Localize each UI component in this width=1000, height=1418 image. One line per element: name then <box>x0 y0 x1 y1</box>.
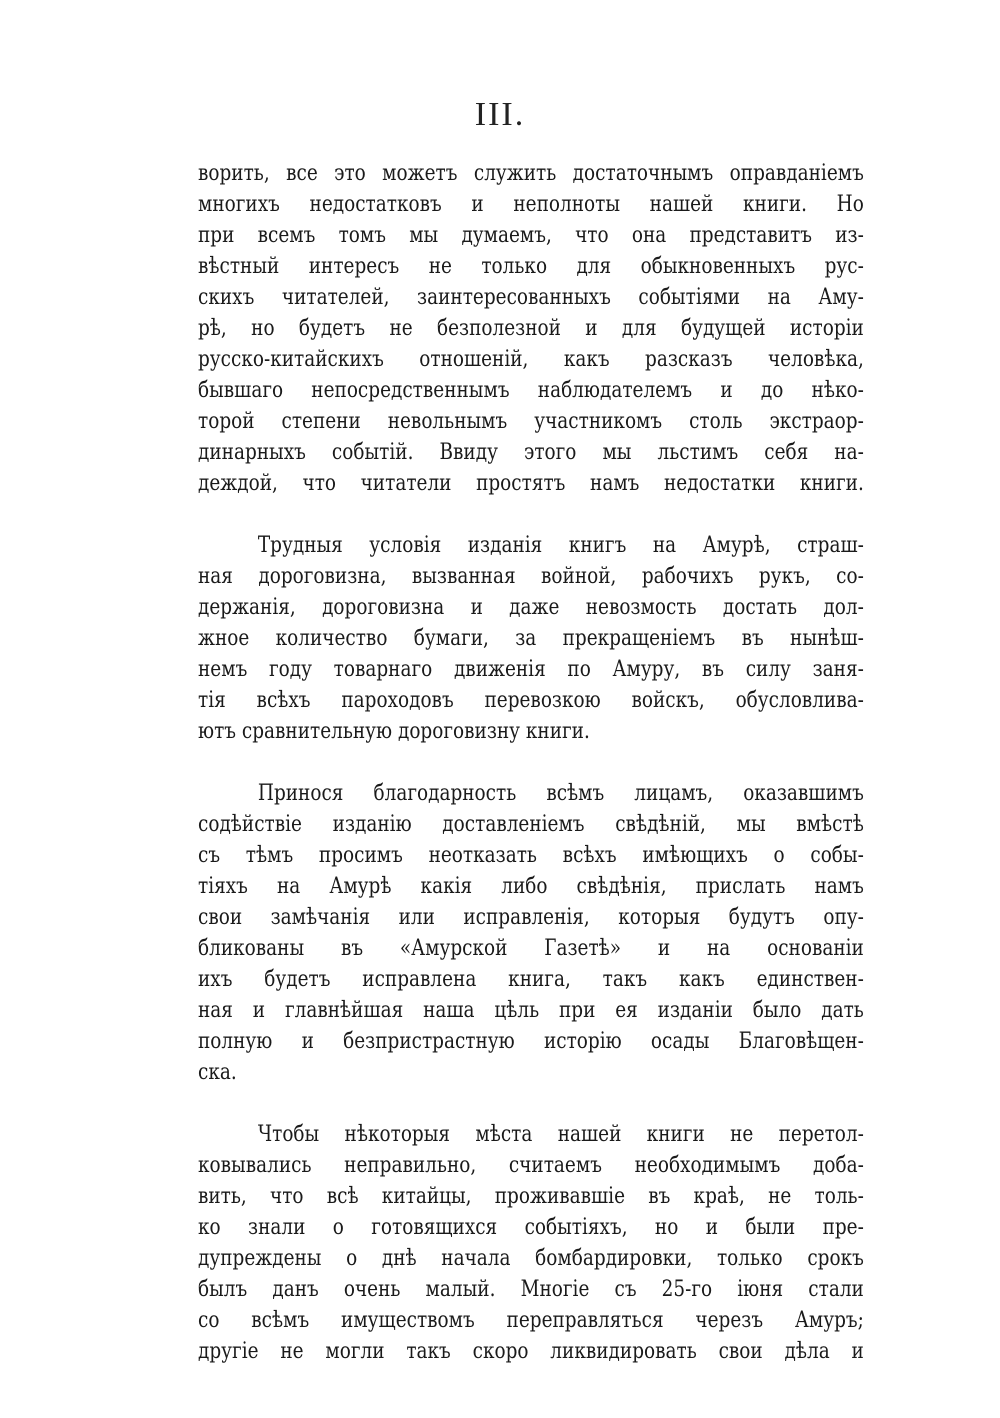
text-line: ковывались неправильно, считаемъ необходимымъ доба- <box>198 1152 864 1178</box>
text-line: ютъ сравнительную дороговизну книги. <box>198 718 590 744</box>
text-line: содѣйствіе изданію доставленіемъ свѣдѣній, мы вмѣстѣ <box>198 811 864 837</box>
text-line: держанія, дороговизна и даже невозмость достать дол- <box>198 594 864 620</box>
text-line: ная и главнѣйшая наша цѣль при ея изданіи было дать <box>198 997 864 1023</box>
text-line: ко знали о готовящихся событіяхъ, но и были пре- <box>198 1214 864 1240</box>
text-line: Принося благодарность всѣмъ лицамъ, оказавшимъ <box>257 780 864 806</box>
text-line: ихъ будетъ исправлена книга, такъ какъ единствен- <box>198 966 864 992</box>
text-line: вѣстный интересъ не только для обыкновенныхъ рус- <box>198 253 864 279</box>
text-line: русско-китайскихъ отношеній, какъ разсказъ человѣка, <box>198 346 864 372</box>
text-line: динарныхъ событій. Ввиду этого мы льстимъ себя на- <box>198 439 864 465</box>
text-line: Трудныя условія изданія книгъ на Амурѣ, страш- <box>257 532 864 558</box>
text-line: ска. <box>198 1059 237 1085</box>
text-line: другіе не могли такъ скоро ликвидировать свои дѣла и <box>198 1338 864 1364</box>
text-line: деждой, что читатели простятъ намъ недостатки книги. <box>198 470 864 496</box>
text-line: ворить, все это можетъ служить достаточнымъ оправданіемъ <box>198 160 864 186</box>
text-line: при всемъ томъ мы думаемъ, что она представитъ из- <box>198 222 864 248</box>
text-line: былъ данъ очень малый. Многіе съ 25-го іюня стали <box>198 1276 864 1302</box>
text-line: жное количество бумаги, за прекращеніемъ въ нынѣш- <box>198 625 864 651</box>
text-line: немъ году товарнаго движенія по Амуру, въ силу заня- <box>198 656 864 682</box>
text-line: многихъ недостатковъ и неполноты нашей книги. Но <box>198 191 864 217</box>
text-line: рѣ, но будетъ не безполезной и для будущей исторіи <box>198 315 864 341</box>
paragraph-1 <box>198 158 864 499</box>
text-line: торой степени невольнымъ участникомъ столь экстраор- <box>198 408 864 434</box>
text-line: тіяхъ на Амурѣ какія либо свѣдѣнія, прислать намъ <box>198 873 864 899</box>
text-line: бывшаго непосредственнымъ наблюдателемъ и до нѣко- <box>198 377 864 403</box>
text-line: со всѣмъ имуществомъ переправляться черезъ Амуръ; <box>198 1307 864 1333</box>
text-line: свои замѣчанія или исправленія, которыя будутъ опу- <box>198 904 864 930</box>
text-line: вить, что всѣ китайцы, проживавшіе въ краѣ, не толь- <box>198 1183 864 1209</box>
text-line: бликованы въ «Амурской Газетѣ» и на основаніи <box>198 935 864 961</box>
text-line: Чтобы нѣкоторыя мѣста нашей книги не перетол- <box>257 1121 864 1147</box>
text-line: дупреждены о днѣ начала бомбардировки, только срокъ <box>198 1245 864 1271</box>
paragraph-2 <box>198 530 864 747</box>
page-number: III. <box>474 96 526 133</box>
text-line: тія всѣхъ пароходовъ перевозкою войскъ, обусловлива- <box>198 687 864 713</box>
text-line: съ тѣмъ просимъ неотказать всѣхъ имѣющихъ о собы- <box>198 842 864 868</box>
paragraph-3 <box>198 778 864 1088</box>
body-text <box>198 158 864 1367</box>
text-line: ная дороговизна, вызванная войной, рабочихъ рукъ, со- <box>198 563 864 589</box>
text-line: скихъ читателей, заинтересованныхъ событіями на Аму- <box>198 284 864 310</box>
paragraph-4 <box>198 1119 864 1367</box>
text-line: полную и безпристрастную исторію осады Благовѣщен- <box>198 1028 864 1054</box>
